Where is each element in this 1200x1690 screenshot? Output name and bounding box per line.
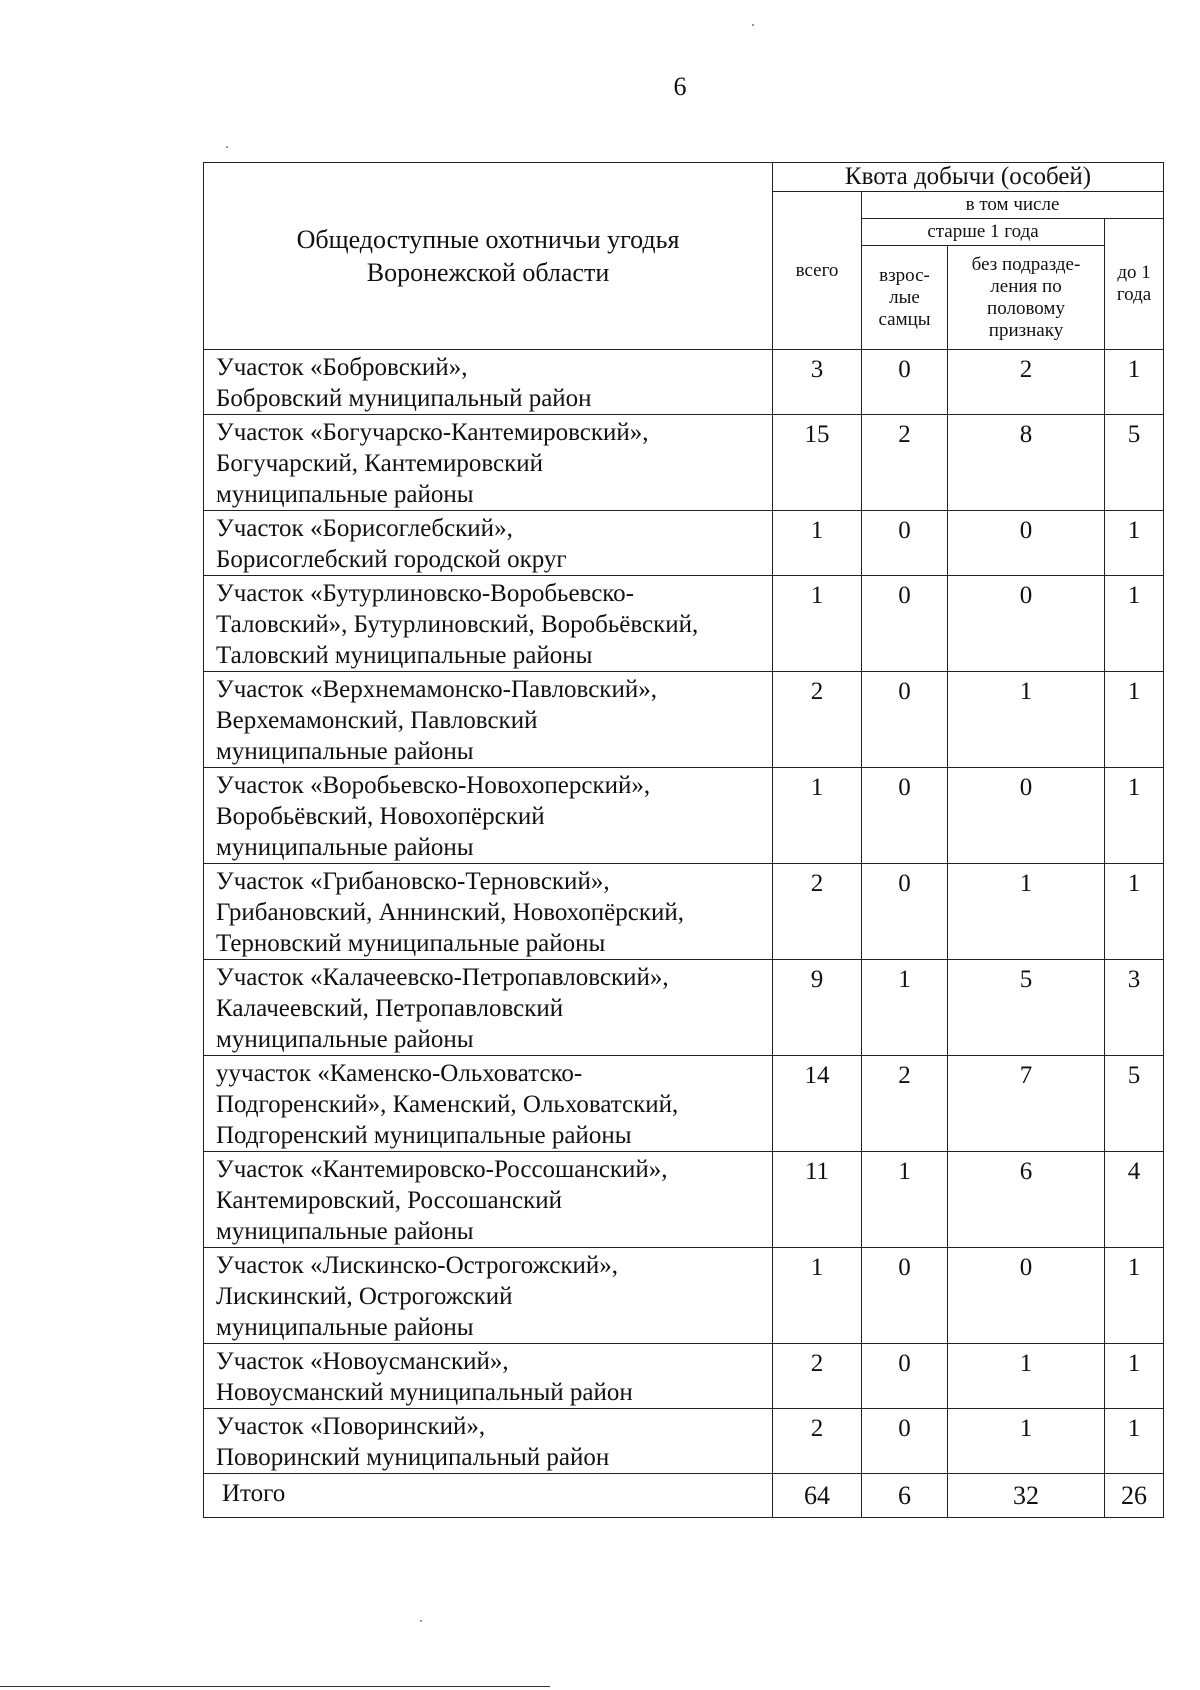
hunting-area-name-line: Участок «Верхнемамонско-Павловский», <box>216 676 657 703</box>
hunting-area-name-line: Богучарский, Кантемировский <box>216 450 543 477</box>
under-one-year-cell: 1 <box>1105 1409 1164 1474</box>
hunting-area-name <box>204 415 773 511</box>
quota-header: Квота добычи (особей) <box>773 163 1164 192</box>
scan-speck <box>752 24 754 26</box>
under-one-year-cell: 3 <box>1105 960 1164 1056</box>
no-sex-division-cell: 8 <box>948 415 1105 511</box>
hunting-area-name-line: Борисоглебский городской округ <box>216 546 567 573</box>
no-sex-division-cell: 7 <box>948 1056 1105 1152</box>
table-row <box>204 511 1164 576</box>
totals-total: 64 <box>773 1474 862 1518</box>
table-row <box>204 350 1164 415</box>
hunting-area-name-line: Участок «Поворинский», <box>216 1413 486 1440</box>
totals-adult-males: 6 <box>862 1474 948 1518</box>
header-line: года <box>1116 284 1152 305</box>
quota-total-cell: 1 <box>773 1248 862 1344</box>
totals-no-sex: 32 <box>948 1474 1105 1518</box>
adult-males-cell: 0 <box>862 350 948 415</box>
no-sex-division-cell: 0 <box>948 576 1105 672</box>
hunting-area-name-line: муниципальные районы <box>216 738 474 765</box>
under-one-year-cell: 1 <box>1105 864 1164 960</box>
quota-total-cell: 11 <box>773 1152 862 1248</box>
hunting-area-name-line: Новоусманский муниципальный район <box>216 1379 633 1406</box>
no-sex-division-cell: 5 <box>948 960 1105 1056</box>
no-sex-division-cell: 1 <box>948 864 1105 960</box>
table-row <box>204 864 1164 960</box>
no-sex-division-header <box>948 246 1105 350</box>
quota-total-cell: 2 <box>773 1409 862 1474</box>
hunting-area-name-line: уучасток «Каменско-Ольховатско- <box>216 1060 583 1087</box>
table-row <box>204 1056 1164 1152</box>
no-sex-division-cell: 0 <box>948 511 1105 576</box>
hunting-area-name-line: Участок «Лискинско-Острогожский», <box>216 1252 619 1279</box>
under-one-year-cell: 1 <box>1105 350 1164 415</box>
hunting-area-name <box>204 672 773 768</box>
region-title-line: Общедоступные охотничьи угодья <box>296 225 680 254</box>
adult-males-cell: 0 <box>862 1248 948 1344</box>
region-title-line: Воронежской области <box>366 258 610 287</box>
no-sex-division-cell: 1 <box>948 672 1105 768</box>
hunting-area-name <box>204 1248 773 1344</box>
header-line: признаку <box>988 319 1064 341</box>
hunting-area-name-line: Участок «Бутурлиновско-Воробьевско- <box>216 580 634 607</box>
quota-total-cell: 14 <box>773 1056 862 1152</box>
under-one-year-cell: 1 <box>1105 1344 1164 1409</box>
table-row <box>204 1248 1164 1344</box>
under-one-year-cell: 1 <box>1105 768 1164 864</box>
header-line: без подразде- <box>971 253 1081 275</box>
table-row <box>204 576 1164 672</box>
hunting-area-name-line: муниципальные районы <box>216 1026 474 1053</box>
header-line: до 1 <box>1117 262 1151 283</box>
adult-males-cell: 2 <box>862 415 948 511</box>
quota-total-cell: 15 <box>773 415 862 511</box>
hunting-area-name <box>204 511 773 576</box>
no-sex-division-cell: 6 <box>948 1152 1105 1248</box>
hunting-area-name <box>204 1152 773 1248</box>
hunting-area-name-line: Участок «Грибановско-Терновский», <box>216 868 610 895</box>
under-one-year-cell: 5 <box>1105 1056 1164 1152</box>
hunting-area-name-line: муниципальные районы <box>216 1218 474 1245</box>
hunting-area-name-line: Лискинский, Острогожский <box>216 1283 513 1310</box>
table-row <box>204 768 1164 864</box>
scan-speck <box>420 1620 422 1622</box>
older-than-one-year-header: старше 1 года <box>862 219 1105 246</box>
hunting-area-name-line: Участок «Кантемировско-Россошанский», <box>216 1156 668 1183</box>
header-line: ления по <box>990 275 1062 297</box>
under-one-year-cell: 1 <box>1105 511 1164 576</box>
hunting-area-name-line: Бобровский муниципальный район <box>216 385 592 412</box>
no-sex-division-cell: 1 <box>948 1409 1105 1474</box>
table-row <box>204 672 1164 768</box>
hunting-area-name-line: Терновский муниципальные районы <box>216 930 606 957</box>
hunting-area-name-line: Участок «Новоусманский», <box>216 1348 509 1375</box>
total-column-header: всего <box>773 192 862 350</box>
hunting-area-name-line: Участок «Бобровский», <box>216 354 468 381</box>
including-header: в том числе <box>862 192 1164 219</box>
hunting-area-name <box>204 576 773 672</box>
under-one-year-cell: 4 <box>1105 1152 1164 1248</box>
hunting-area-name-line: Поворинский муниципальный район <box>216 1444 610 1471</box>
hunting-area-name-line: Таловский», Бутурлиновский, Воробьёвский, <box>216 611 699 638</box>
hunting-area-name-line: муниципальные районы <box>216 834 474 861</box>
hunting-area-name-line: Участок «Богучарско-Кантемировский», <box>216 419 649 446</box>
adult-males-cell: 0 <box>862 672 948 768</box>
adult-males-cell: 0 <box>862 576 948 672</box>
adult-males-cell: 0 <box>862 511 948 576</box>
quota-total-cell: 1 <box>773 576 862 672</box>
hunting-area-name <box>204 350 773 415</box>
table-footer <box>204 1474 1164 1518</box>
header-line: самцы <box>878 308 931 330</box>
hunting-area-name-line: Участок «Борисоглебский», <box>216 515 513 542</box>
no-sex-division-cell: 1 <box>948 1344 1105 1409</box>
hunting-area-name-line: Таловский муниципальные районы <box>216 642 593 669</box>
totals-under-one: 26 <box>1105 1474 1164 1518</box>
totals-label: Итого <box>204 1474 773 1518</box>
hunting-area-name-line: Верхемамонский, Павловский <box>216 707 538 734</box>
hunting-area-name-line: муниципальные районы <box>216 481 474 508</box>
adult-males-header <box>862 246 948 350</box>
adult-males-cell: 0 <box>862 768 948 864</box>
table-row <box>204 1344 1164 1409</box>
under-one-year-cell: 5 <box>1105 415 1164 511</box>
hunting-area-name-line: Участок «Калачеевско-Петропавловский», <box>216 964 669 991</box>
table-row <box>204 960 1164 1056</box>
hunting-area-name-line: Кантемировский, Россошанский <box>216 1187 563 1214</box>
no-sex-division-cell: 2 <box>948 350 1105 415</box>
quota-total-cell: 1 <box>773 768 862 864</box>
hunting-area-name <box>204 1344 773 1409</box>
no-sex-division-cell: 0 <box>948 1248 1105 1344</box>
hunting-area-name-line: Подгоренский», Каменский, Ольховатский, <box>216 1091 679 1118</box>
hunting-area-name-line: Воробьёвский, Новохопёрский <box>216 803 545 830</box>
quota-total-cell: 3 <box>773 350 862 415</box>
under-one-year-header <box>1105 219 1164 350</box>
header-line: взрос- <box>879 264 930 286</box>
table-row <box>204 415 1164 511</box>
adult-males-cell: 2 <box>862 1056 948 1152</box>
hunting-area-name-line: Участок «Воробьевско-Новохоперский», <box>216 772 651 799</box>
scan-speck <box>226 146 228 148</box>
no-sex-division-cell: 0 <box>948 768 1105 864</box>
under-one-year-cell: 1 <box>1105 576 1164 672</box>
adult-males-cell: 0 <box>862 1409 948 1474</box>
header-line: лые <box>889 286 920 308</box>
adult-males-cell: 1 <box>862 960 948 1056</box>
quota-total-cell: 2 <box>773 1344 862 1409</box>
hunting-area-name <box>204 864 773 960</box>
adult-males-cell: 0 <box>862 864 948 960</box>
page-number: 6 <box>673 72 687 101</box>
hunting-area-name-line: муниципальные районы <box>216 1314 474 1341</box>
under-one-year-cell: 1 <box>1105 1248 1164 1344</box>
hunting-area-name <box>204 768 773 864</box>
region-column-header <box>204 163 773 350</box>
under-one-year-cell: 1 <box>1105 672 1164 768</box>
hunting-area-name <box>204 1409 773 1474</box>
quota-total-cell: 9 <box>773 960 862 1056</box>
hunting-area-name <box>204 960 773 1056</box>
header-line: половому <box>987 297 1065 319</box>
footer-rule <box>0 1686 550 1687</box>
adult-males-cell: 0 <box>862 1344 948 1409</box>
hunting-area-name-line: Калачеевский, Петропавловский <box>216 995 564 1022</box>
table-row <box>204 1409 1164 1474</box>
table-body <box>204 350 1164 1474</box>
hunting-area-name-line: Грибановский, Аннинский, Новохопёрский, <box>216 899 685 926</box>
quota-total-cell: 2 <box>773 672 862 768</box>
quota-total-cell: 2 <box>773 864 862 960</box>
hunting-quota-table <box>203 162 1164 1518</box>
table-row <box>204 1152 1164 1248</box>
quota-total-cell: 1 <box>773 511 862 576</box>
adult-males-cell: 1 <box>862 1152 948 1248</box>
table-header <box>204 163 1164 350</box>
hunting-area-name-line: Подгоренский муниципальные районы <box>216 1122 632 1149</box>
totals-row <box>204 1474 1164 1518</box>
hunting-area-name <box>204 1056 773 1152</box>
